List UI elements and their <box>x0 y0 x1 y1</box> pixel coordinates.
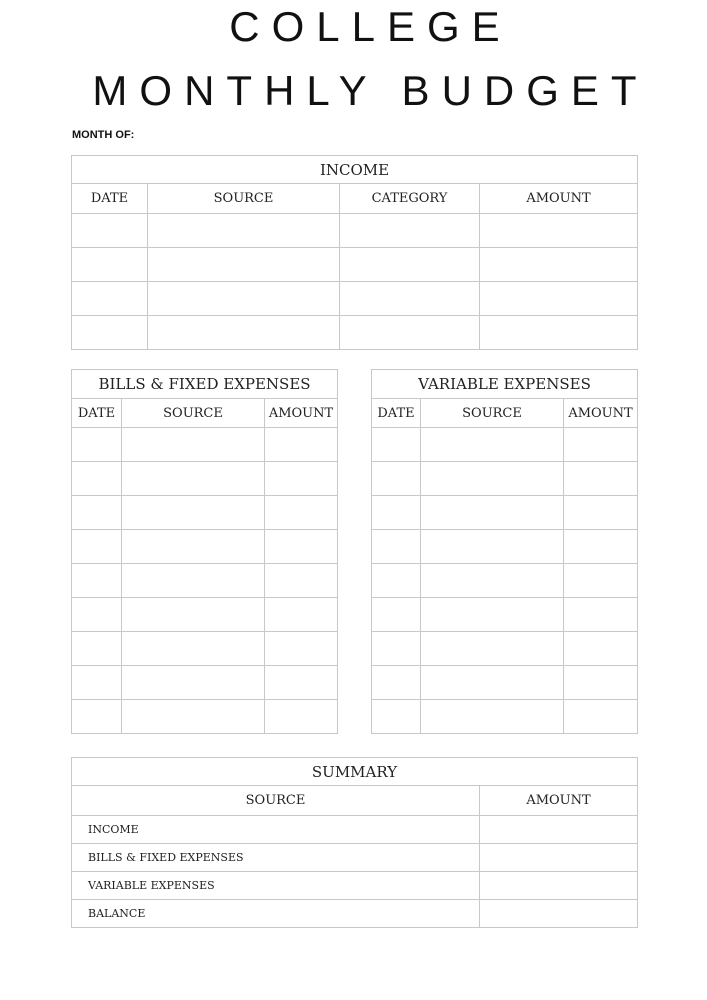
bills-cell[interactable] <box>72 462 122 496</box>
bills-col-source: SOURCE <box>122 399 265 428</box>
income-row <box>72 214 638 248</box>
variable-cell[interactable] <box>372 700 421 734</box>
variable-col-amount: AMOUNT <box>564 399 638 428</box>
bills-cell[interactable] <box>72 700 122 734</box>
variable-cell[interactable] <box>372 428 421 462</box>
bills-table <box>71 369 338 734</box>
bills-row <box>72 666 338 700</box>
variable-cell[interactable] <box>372 666 421 700</box>
income-title: INCOME <box>72 156 638 184</box>
bills-cell[interactable] <box>265 530 338 564</box>
bills-cell[interactable] <box>122 530 265 564</box>
bills-rows <box>72 428 338 734</box>
variable-table <box>371 369 638 734</box>
income-row <box>72 316 638 350</box>
variable-cell[interactable] <box>564 530 638 564</box>
summary-row-bills: BILLS & FIXED EXPENSES <box>72 844 480 872</box>
bills-cell[interactable] <box>265 462 338 496</box>
variable-cell[interactable] <box>564 666 638 700</box>
variable-cell[interactable] <box>421 428 564 462</box>
income-cell[interactable] <box>72 282 148 316</box>
income-cell[interactable] <box>340 214 480 248</box>
summary-col-source: SOURCE <box>72 786 480 816</box>
bills-row <box>72 530 338 564</box>
bills-row <box>72 598 338 632</box>
variable-row <box>372 530 638 564</box>
variable-cell[interactable] <box>372 564 421 598</box>
income-col-amount: AMOUNT <box>480 184 638 214</box>
bills-row <box>72 462 338 496</box>
summary-balance-amount-cell[interactable] <box>480 900 638 928</box>
income-cell[interactable] <box>72 214 148 248</box>
bills-cell[interactable] <box>72 598 122 632</box>
bills-col-amount: AMOUNT <box>265 399 338 428</box>
income-cell[interactable] <box>148 316 340 350</box>
income-cell[interactable] <box>340 248 480 282</box>
variable-row <box>372 598 638 632</box>
variable-cell[interactable] <box>372 530 421 564</box>
variable-row <box>372 564 638 598</box>
variable-row <box>372 496 638 530</box>
income-col-category: CATEGORY <box>340 184 480 214</box>
variable-title: VARIABLE EXPENSES <box>372 370 638 399</box>
bills-cell[interactable] <box>122 428 265 462</box>
bills-cell[interactable] <box>72 666 122 700</box>
variable-cell[interactable] <box>372 462 421 496</box>
summary-row-variable: VARIABLE EXPENSES <box>72 872 480 900</box>
variable-cell[interactable] <box>421 496 564 530</box>
income-cell[interactable] <box>72 316 148 350</box>
bills-col-date: DATE <box>72 399 122 428</box>
variable-col-source: SOURCE <box>421 399 564 428</box>
page-title-line-1: COLLEGE <box>229 3 512 50</box>
variable-cell[interactable] <box>564 598 638 632</box>
variable-cell[interactable] <box>372 598 421 632</box>
variable-cell[interactable] <box>372 496 421 530</box>
bills-row <box>72 700 338 734</box>
bills-cell[interactable] <box>265 428 338 462</box>
variable-cell[interactable] <box>421 598 564 632</box>
variable-row <box>372 428 638 462</box>
variable-cell[interactable] <box>564 496 638 530</box>
page-title-line-2: MONTHLY BUDGET <box>92 67 649 114</box>
income-rows <box>72 214 638 350</box>
summary-col-amount: AMOUNT <box>480 786 638 816</box>
summary-variable-amount-cell[interactable] <box>480 872 638 900</box>
variable-cell[interactable] <box>564 428 638 462</box>
summary-title: SUMMARY <box>72 758 638 786</box>
variable-row <box>372 666 638 700</box>
summary-bills-amount-cell[interactable] <box>480 844 638 872</box>
bills-cell[interactable] <box>122 632 265 666</box>
income-cell[interactable] <box>148 214 340 248</box>
variable-cell[interactable] <box>421 462 564 496</box>
bills-row <box>72 564 338 598</box>
bills-cell[interactable] <box>122 496 265 530</box>
variable-row <box>372 700 638 734</box>
summary-row-balance: BALANCE <box>72 900 480 928</box>
variable-row <box>372 632 638 666</box>
bills-cell[interactable] <box>72 428 122 462</box>
variable-cell[interactable] <box>564 564 638 598</box>
bills-cell[interactable] <box>72 496 122 530</box>
variable-cell[interactable] <box>421 700 564 734</box>
income-cell[interactable] <box>340 316 480 350</box>
income-cell[interactable] <box>148 248 340 282</box>
bills-cell[interactable] <box>265 632 338 666</box>
variable-cell[interactable] <box>421 530 564 564</box>
bills-cell[interactable] <box>72 632 122 666</box>
bills-cell[interactable] <box>122 598 265 632</box>
variable-cell[interactable] <box>421 632 564 666</box>
bills-cell[interactable] <box>122 700 265 734</box>
bills-cell[interactable] <box>265 700 338 734</box>
variable-cell[interactable] <box>564 462 638 496</box>
summary-table <box>71 757 638 928</box>
summary-row-income: INCOME <box>72 816 480 844</box>
bills-cell[interactable] <box>265 666 338 700</box>
income-row <box>72 282 638 316</box>
variable-cell[interactable] <box>421 666 564 700</box>
bills-cell[interactable] <box>265 598 338 632</box>
bills-title: BILLS & FIXED EXPENSES <box>72 370 338 399</box>
variable-cell[interactable] <box>372 632 421 666</box>
income-cell[interactable] <box>72 248 148 282</box>
month-of-label: MONTH OF: <box>72 129 135 141</box>
income-cell[interactable] <box>480 316 638 350</box>
bills-row <box>72 428 338 462</box>
bills-cell[interactable] <box>72 564 122 598</box>
income-row <box>72 248 638 282</box>
variable-row <box>372 462 638 496</box>
income-table <box>71 155 638 350</box>
income-cell[interactable] <box>340 282 480 316</box>
variable-cell[interactable] <box>564 632 638 666</box>
bills-cell[interactable] <box>265 564 338 598</box>
income-cell[interactable] <box>480 214 638 248</box>
variable-col-date: DATE <box>372 399 421 428</box>
income-cell[interactable] <box>480 282 638 316</box>
variable-cell[interactable] <box>421 564 564 598</box>
bills-cell[interactable] <box>72 530 122 564</box>
income-col-date: DATE <box>72 184 148 214</box>
summary-income-amount-cell[interactable] <box>480 816 638 844</box>
bills-cell[interactable] <box>265 496 338 530</box>
income-cell[interactable] <box>480 248 638 282</box>
bills-cell[interactable] <box>122 666 265 700</box>
income-col-source: SOURCE <box>148 184 340 214</box>
income-cell[interactable] <box>148 282 340 316</box>
bills-row <box>72 496 338 530</box>
variable-rows <box>372 428 638 734</box>
bills-cell[interactable] <box>122 462 265 496</box>
bills-cell[interactable] <box>122 564 265 598</box>
variable-cell[interactable] <box>564 700 638 734</box>
bills-row <box>72 632 338 666</box>
